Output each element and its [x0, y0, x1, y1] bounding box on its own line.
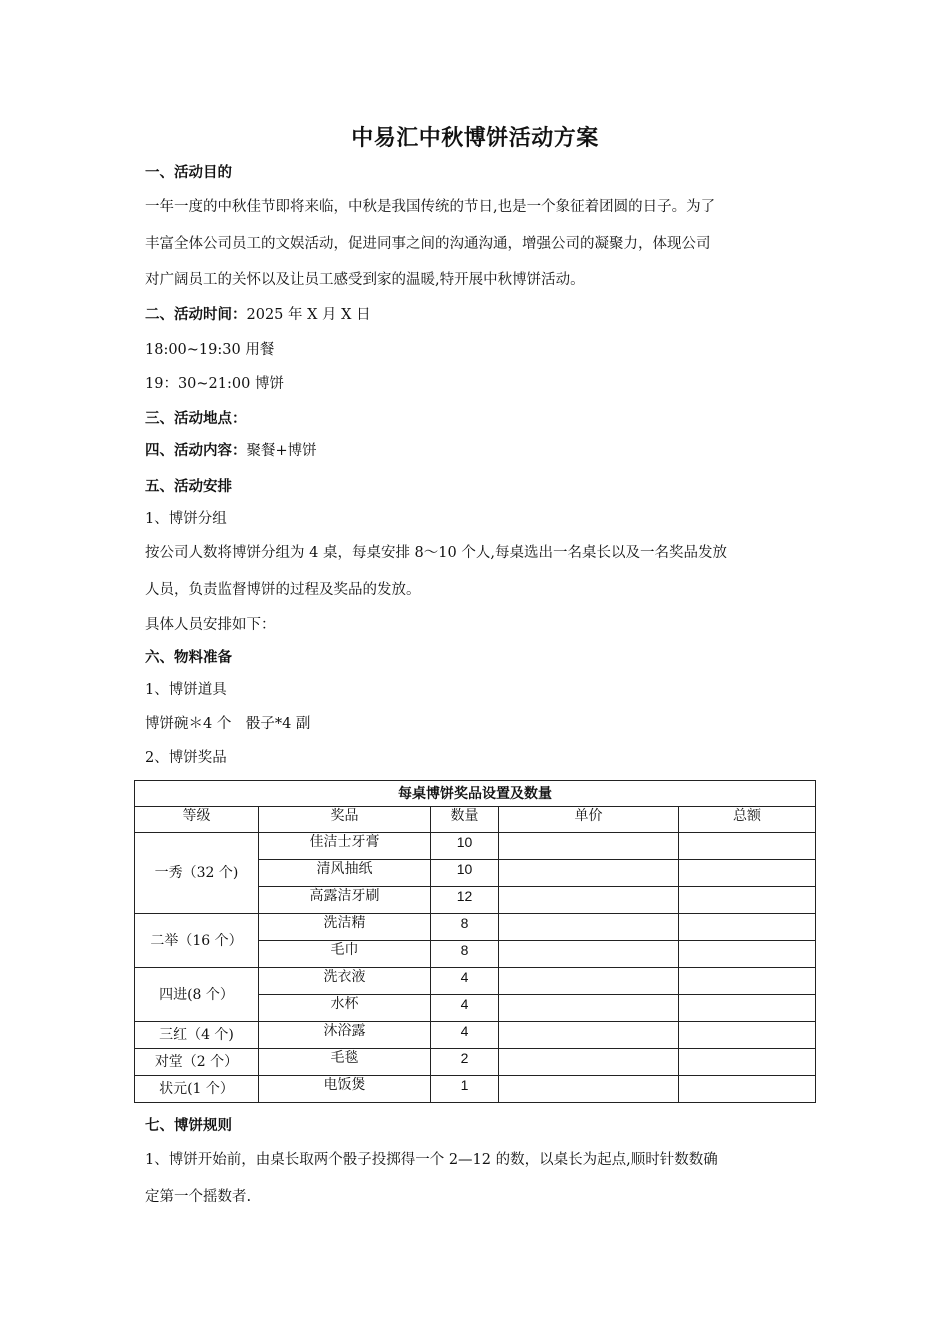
prize-name-cell: 电饭煲: [259, 1076, 431, 1103]
prize-quantity-cell: 2: [431, 1049, 499, 1076]
prize-table: [134, 780, 816, 1103]
total-cell: [679, 833, 816, 860]
total-cell: [679, 941, 816, 968]
section-heading-purpose: 一、活动目的: [145, 165, 232, 181]
table-row: [135, 1049, 816, 1076]
unit-price-cell: [499, 995, 679, 1022]
table-header-quantity: 数量: [431, 807, 499, 833]
table-row: [135, 1076, 816, 1103]
unit-price-cell: [499, 833, 679, 860]
unit-price-cell: [499, 1076, 679, 1103]
schedule-game: 19：30~21:00 博饼: [145, 376, 284, 392]
prize-level-cell: 二举（16 个）: [135, 914, 259, 968]
section-heading-materials: 六、物料准备: [145, 650, 232, 666]
document-title: 中易汇中秋博饼活动方案: [351, 126, 599, 151]
props-list: 博饼碗＊4 个 骰子*4 副: [145, 716, 311, 732]
subheading-grouping: 1、博饼分组: [145, 511, 227, 527]
prize-quantity-cell: 8: [431, 914, 499, 941]
subheading-prizes: 2、博饼奖品: [145, 750, 227, 766]
section-heading-content: 四、活动内容：: [145, 443, 247, 459]
prize-name-cell: 毛巾: [259, 941, 431, 968]
unit-price-cell: [499, 914, 679, 941]
table-header-total: 总额: [679, 807, 816, 833]
unit-price-cell: [499, 968, 679, 995]
table-row: [135, 968, 816, 995]
total-cell: [679, 914, 816, 941]
prize-quantity-cell: 10: [431, 833, 499, 860]
total-cell: [679, 1076, 816, 1103]
paragraph-line: 丰富全体公司员工的文娱活动，促进同事之间的沟通沟通，增强公司的凝聚力，体现公司: [145, 236, 711, 252]
prize-name-cell: 佳洁士牙膏: [259, 833, 431, 860]
section-heading-location: 三、活动地点：: [145, 411, 247, 427]
prize-quantity-cell: 8: [431, 941, 499, 968]
unit-price-cell: [499, 1022, 679, 1049]
table-row: [135, 833, 816, 860]
prize-name-cell: 水杯: [259, 995, 431, 1022]
subheading-props: 1、博饼道具: [145, 682, 227, 698]
prize-quantity-cell: 4: [431, 968, 499, 995]
total-cell: [679, 968, 816, 995]
unit-price-cell: [499, 1049, 679, 1076]
prize-name-cell: 沐浴露: [259, 1022, 431, 1049]
unit-price-cell: [499, 860, 679, 887]
total-cell: [679, 995, 816, 1022]
section-heading-arrangement: 五、活动安排: [145, 479, 232, 495]
table-header-level: 等级: [135, 807, 259, 833]
prize-level-cell: 状元(1 个）: [135, 1076, 259, 1103]
prize-name-cell: 洗洁精: [259, 914, 431, 941]
prize-name-cell: 洗衣液: [259, 968, 431, 995]
table-caption: 每桌博饼奖品设置及数量: [135, 781, 816, 807]
prize-name-cell: 毛毯: [259, 1049, 431, 1076]
prize-level-cell: 对堂（2 个）: [135, 1049, 259, 1076]
total-cell: [679, 1022, 816, 1049]
schedule-dinner: 18:00~19:30 用餐: [145, 342, 275, 358]
paragraph-line: 定第一个摇数者.: [145, 1189, 252, 1205]
prize-quantity-cell: 4: [431, 995, 499, 1022]
section-content: [145, 441, 317, 461]
event-date: 2025 年 X 月 X 日: [246, 307, 371, 323]
table-header-unit-price: 单价: [499, 807, 679, 833]
prize-name-cell: 高露洁牙刷: [259, 887, 431, 914]
prize-quantity-cell: 4: [431, 1022, 499, 1049]
prize-level-cell: 三红（4 个): [135, 1022, 259, 1049]
paragraph-line: 按公司人数将博饼分组为 4 桌，每桌安排 8～10 个人,每桌选出一名桌长以及一名奖品发放: [145, 545, 727, 561]
paragraph-line: 对广阔员工的关怀以及让员工感受到家的温暖,特开展中秋博饼活动。: [145, 272, 585, 288]
prize-name-cell: 清风抽纸: [259, 860, 431, 887]
unit-price-cell: [499, 887, 679, 914]
section-heading-rules: 七、博饼规则: [145, 1118, 232, 1134]
table-row: [135, 1022, 816, 1049]
prize-quantity-cell: 12: [431, 887, 499, 914]
unit-price-cell: [499, 941, 679, 968]
section-time: [145, 305, 371, 325]
prize-quantity-cell: 10: [431, 860, 499, 887]
prize-quantity-cell: 1: [431, 1076, 499, 1103]
total-cell: [679, 860, 816, 887]
prize-level-cell: 四进(8 个）: [135, 968, 259, 1022]
paragraph-line: 一年一度的中秋佳节即将来临，中秋是我国传统的节日,也是一个象征着团圆的日子。为了: [145, 199, 716, 215]
paragraph-line: 人员，负责监督博饼的过程及奖品的发放。: [145, 582, 421, 598]
table-header-prize: 奖品: [259, 807, 431, 833]
paragraph-line: 1、博饼开始前，由桌长取两个骰子投掷得一个 2—12 的数，以桌长为起点,顺时针数数确: [145, 1152, 718, 1168]
total-cell: [679, 887, 816, 914]
section-heading-time: 二、活动时间：: [145, 307, 247, 323]
content-value: 聚餐+博饼: [246, 443, 317, 459]
total-cell: [679, 1049, 816, 1076]
table-row: [135, 914, 816, 941]
paragraph-line: 具体人员安排如下：: [145, 617, 276, 633]
prize-level-cell: 一秀（32 个): [135, 833, 259, 914]
